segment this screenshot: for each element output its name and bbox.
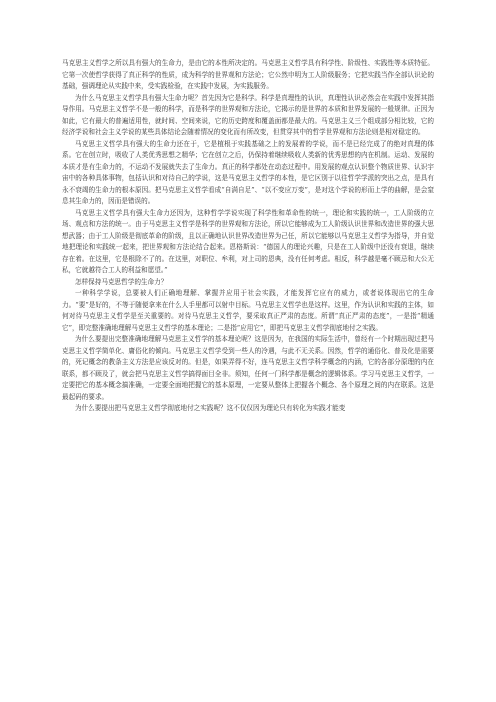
paragraph-4: 马克思主义哲学具有强大生命力还因为，这种哲学学说实现了科学性和革命性的统一，理论和实践的统一，工人阶级的立场、观点和方法的统一。由于马克思主义哲学是科学的世界观和方法论，所以它能够成为工人阶级认识世界和改造世界的强大思想武器；由于工人阶级是彻底革命的阶级，且以正确地认识世界改造世界为己任，所以它能够以马克思主义哲学为指导，并自觉地把理论和实践统一起来，把世界观和方法论结合起来。恩格斯说：“德国人的理论兴趣，只是在工人阶级中还没有衰退，继续存在着。在这里，它是根除不了的。在这里，对职位、牟利，对上司的恩典，没有任何考虑。相反，科学越是毫不顾忌和大公无私，它就越符合工人的利益和愿望。”	[62, 208, 434, 274]
paragraph-5: 一种科学学说，总要被人们正确地理解、掌握并应用于社会实践，才能发挥它应有的威力，或者说体现出它的生命力。“要”是好的，不等于随便拿来在什么人手里都可以射中目标。马克思主义哲学也是这样。这里，作为认识和实践的主体，如何对待马克思主义哲学是至关重要的。对待马克思主义哲学，要采取真正严肃的态度。所谓“真正严肃的态度”，一是指“精通它”，即完整准确地理解马克思主义哲学的基本理论；二是指“应用它”，即把马克思主义哲学彻底地付之实践。	[62, 289, 434, 332]
paragraph-1: 马克思主义哲学之所以具有强大的生命力，是由它的本性所决定的。马克思主义哲学具有科学性、阶级性、实践性等本质特征。它第一次使哲学获得了真正科学的性质，成为科学的世界观和方法论；它公然申明为工人阶级服务；它把实践当作全部认识论的基础，强调理论从实践中来，受实践检验，在实践中发展，为实践服务。	[62, 59, 434, 90]
paragraph-3: 马克思主义哲学具有强大的生命力还在于，它是植根于实践基础之上的发展着的学说，而不是已经完成了的绝对真理的体系。它在创立时，吸收了人类优秀思想之精华；它在创立之后，仍保持着继续吸收人类新的优秀思想的内在机制。运动、发展的本质才是有生命力的，不运动不发展就失去了生命力。真正的科学都处在动态过程中。用发展的观点认识整个物质世界、认识宇宙中的各种具体事物，包括认识和对待自己的学说，这是马克思主义哲学的本性，是它区别于以往哲学学派的突出之点，是具有永不衰竭的生命力的根本原因。把马克思主义哲学看成“自满自足”、“以不变应万变”，是对这个学说的形而上学的曲解，是会窒息其生命力的，因而是错误的。	[62, 139, 434, 205]
paragraph-6: 为什么要提出完整准确地理解马克思主义哲学的基本理论呢？这是因为，在我国的实际生活中，曾经有一个时期出现过把马克思主义哲学简单化、庸俗化的倾向。马克思主义哲学受到一些人的冷遇，与此不无关系。因然，哲学的通俗化、普及化是需要的，死记概念的教条主义方法是应该反对的。但是，如果弄得不好，连马克思主义哲学科学概念的内涵，它的各部分原理的内在联系，都不顾及了，就会把马克思主义哲学搞得面目全非。须知，任何一门科学都是概念的逻辑体系。学习马克思主义哲学，一定要把它的基本概念搞准确，一定要全面地把握它的基本原理，一定要从整体上把握各个概念、各个原理之间的内在联系。这是最起码的要求。	[62, 335, 434, 401]
document-body	[62, 58, 434, 415]
section-question: 怎样保持马克思哲学的生命力？	[75, 277, 168, 286]
paragraph-2: 为什么马克思主义哲学具有强大生命力呢？首先因为它是科学。科学是真理性的认识，真理性认识必然会在实践中发挥其指导作用。马克思主义哲学不是一般的科学，而是科学的世界观和方法论，它揭示的是世界的本质和世界发展的一般规律。正因为如此，它有最大的普遍适用性，就时间、空间来说，它的历史跨度和覆盖面都是最大的。马克思主义三个组成部分相比较，它的经济学说和社会主义学说的某些具体结论会随着情况的变化而有所改变，但贯穿其中的哲学世界观和方法论则是相对稳定的。	[62, 93, 434, 136]
paragraph-7: 为什么要提出把马克思主义哲学彻底地付之实践呢？这不仅仅因为理论只有转化为实践才能变	[75, 404, 346, 412]
